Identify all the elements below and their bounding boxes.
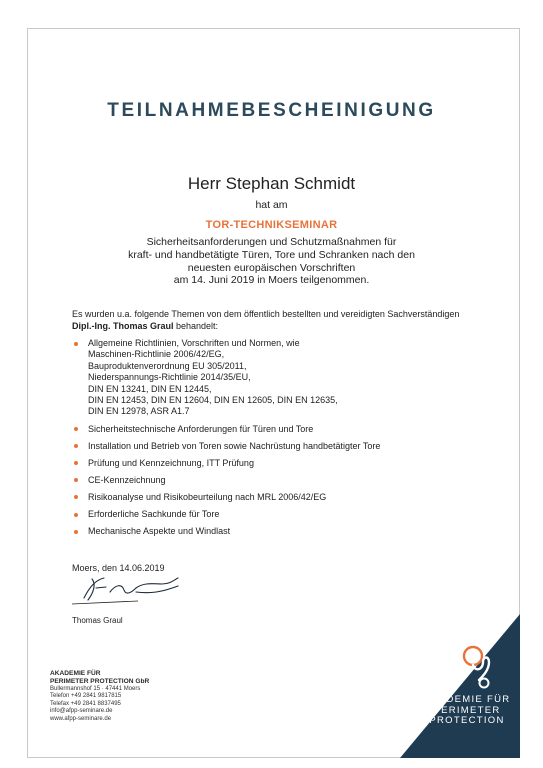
org-name-line1: AKADEMIE FÜR (50, 670, 101, 677)
phone-line: Telefon +49 2841 9817815 (50, 693, 122, 700)
description-line: Sicherheitsanforderungen und Schutzmaßnahmen für (146, 236, 397, 248)
web-line: www.afpp-seminare.de (50, 715, 112, 722)
place-date: Moers, den 14.06.2019 (72, 563, 165, 573)
description-line: neuesten europäischen Vorschriften (187, 261, 356, 274)
afpp-logo-icon (461, 644, 495, 690)
attended-text: hat am (255, 199, 288, 211)
expert-name: Dipl.-Ing. Thomas Graul (72, 320, 174, 331)
intro-line: Es wurden u.a. folgende Themen von dem öffentlich bestellten und vereidigten Sachverständigen (72, 309, 460, 319)
list-item: Mechanische Aspekte und Windlast (72, 526, 492, 537)
fax-line: Telefax +49 2841 8837495 (50, 700, 121, 707)
seminar-title: TOR-TECHNIKSEMINAR (205, 219, 338, 231)
email-line: info@afpp-seminare.de (50, 708, 113, 715)
signer-name: Thomas Graul (72, 616, 123, 625)
list-item: Installation und Betrieb von Toren sowie Nachrüstung handbetätigter Tore (72, 441, 492, 452)
org-name-line2: PERIMETER PROTECTION GbR (50, 677, 150, 685)
list-item: Erforderliche Sachkunde für Tore (72, 509, 492, 520)
intro-suffix: behandelt: (173, 320, 219, 331)
description-line: am 14. Juni 2019 in Moers teilgenommen. (173, 274, 370, 287)
brand-line: AKADEMIE FÜR (423, 694, 511, 705)
list-item: Allgemeine Richtlinien, Vorschriften und Normen, wie Maschinen-Richtlinie 2006/42/EG, Bauproduktenverordnung EU 305/2011, Niederspannungs-Richtlinie 2014/35/EU, DIN EN 13241, DIN EN 12445, DIN EN 12453, DIN EN 12604, DIN EN 12605, DIN EN 12635, DIN EN 12978, ASR A1.7 (72, 338, 492, 418)
list-item: CE-Kennzeichnung (72, 475, 492, 486)
brand-line: PERIMETER (433, 704, 501, 716)
brand-name (417, 695, 517, 727)
description-line: kraft- und handbetätigte Türen, Tore und Schranken nach den (128, 248, 415, 261)
address-line: Bullermannshof 15 · 47441 Moers (50, 685, 141, 692)
recipient-name: Herr Stephan Schmidt (187, 174, 356, 193)
list-item: Risikoanalyse und Risikobeurteilung nach MRL 2006/42/EG (72, 492, 492, 503)
brand-line: PROTECTION (429, 715, 505, 727)
list-item: Sicherheitstechnische Anforderungen für Türen und Tore (72, 424, 492, 435)
certificate-title: TEILNAHMEBESCHEINIGUNG (107, 100, 436, 121)
list-item: Prüfung und Kennzeichnung, ITT Prüfung (72, 458, 492, 469)
